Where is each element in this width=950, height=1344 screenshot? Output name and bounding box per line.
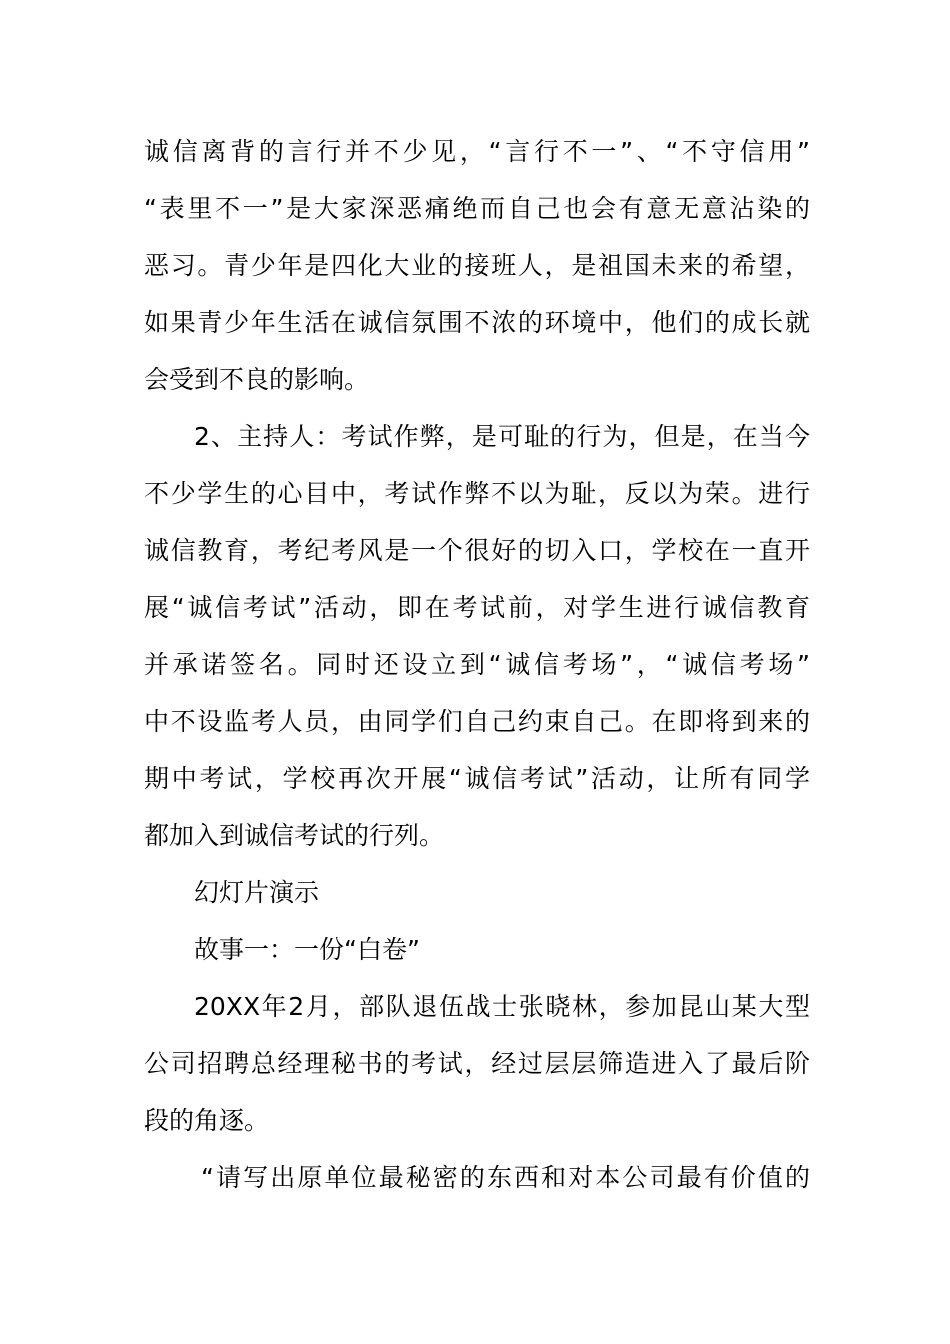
text-line: 故事一：一份“白卷” <box>194 935 420 964</box>
text-line: 中不设监考人员，由同学们自己约束自己。在即将到来的 <box>144 707 810 736</box>
text-line: 2、主持人：考试作弊，是可耻的行为，但是，在当今 <box>194 422 810 451</box>
text-line: 展“诚信考试”活动，即在考试前，对学生进行诚信教育 <box>144 593 810 622</box>
text-line: 会受到不良的影响。 <box>144 365 370 394</box>
text-line: “请写出原单位最秘密的东西和对本公司最有价值的 <box>201 1163 810 1192</box>
text-line: 都加入到诚信考试的行列。 <box>144 821 445 850</box>
text-line: 恶习。青少年是四化大业的接班人，是祖国未来的希望， <box>144 251 810 280</box>
text-line: 20XX年2月，部队退伍战士张晓林，参加昆山某大型 <box>194 992 810 1021</box>
text-line: 如果青少年生活在诚信氛围不浓的环境中，他们的成长就 <box>144 308 810 337</box>
text-line: 并承诺签名。同时还设立到“诚信考场”，“诚信考场” <box>144 650 810 679</box>
text-line: 幻灯片演示 <box>194 878 320 907</box>
text-line: 诚信教育，考纪考风是一个很好的切入口，学校在一直开 <box>144 536 810 565</box>
body-text <box>144 123 810 1206</box>
text-line: 段的角逐。 <box>144 1106 270 1135</box>
text-line: “表里不一”是大家深恶痛绝而自己也会有意无意沾染的 <box>144 194 810 223</box>
text-line: 诚信离背的言行并不少见，“言行不一”、“不守信用” <box>144 137 810 166</box>
text-line: 公司招聘总经理秘书的考试，经过层层筛造进入了最后阶 <box>144 1049 810 1078</box>
text-line: 不少学生的心目中，考试作弊不以为耻，反以为荣。进行 <box>144 479 810 508</box>
text-line: 期中考试，学校再次开展“诚信考试”活动，让所有同学 <box>144 764 810 793</box>
